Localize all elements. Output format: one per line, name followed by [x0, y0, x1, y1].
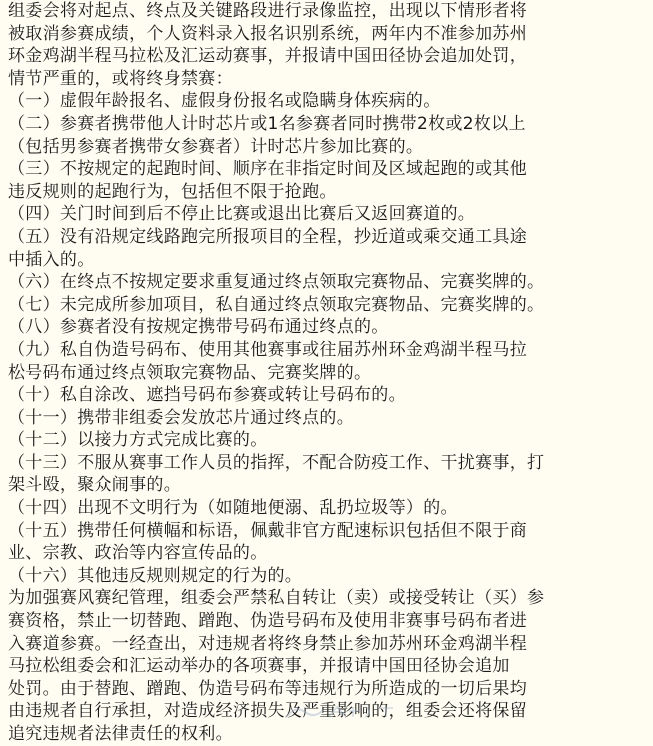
- text-line: 组委会将对起点、终点及关键路段进行录像监控，出现以下情形者将: [8, 1, 527, 21]
- rule-item-13-cont: 架斗殴，聚众闹事的。: [8, 475, 181, 496]
- rule-item-5: （五）没有沿规定线路跑完所报项目的全程，抄近道或乘交通工具途: [8, 226, 527, 247]
- rule-item-7: （七）未完成所参加项目，私自通过终点领取完赛物品、完赛奖牌的。: [8, 294, 545, 315]
- text-line: 处罚。由于替跑、蹭跑、伪造号码布等违规行为所造成的一切后果均: [8, 678, 527, 699]
- rule-item-2: （二）参赛者携带他人计时芯片或1名参赛者同时携带2枚或2枚以上: [8, 113, 526, 134]
- rule-item-15-cont: 业、宗教、政治等内容宣传品的。: [8, 543, 268, 564]
- rule-item-9-cont: 松号码布通过终点领取完赛物品、完赛奖牌的。: [8, 362, 372, 383]
- rule-item-2-cont: （包括男参赛者携带女参赛者）计时芯片参加比赛的。: [8, 136, 424, 157]
- rule-item-6: （六）在终点不按规定要求重复通过终点领取完赛物品、完赛奖牌的。: [8, 272, 545, 293]
- rule-item-1: （一）虚假年龄报名、虚假身份报名或隐瞒身体疾病的。: [8, 91, 441, 112]
- rule-item-12: （十二）以接力方式完成比赛的。: [8, 430, 268, 451]
- text-line: 赛资格，禁止一切替跑、蹭跑、伪造号码布及使用非赛事号码布者进: [8, 611, 527, 632]
- rule-item-3-cont: 违反规则的起跑行为，包括但不限于抢跑。: [8, 181, 337, 202]
- text-line: 为加强赛风赛纪管理，组委会严禁私自转让（卖）或接受转让（买）参: [8, 588, 545, 609]
- rule-item-4: （四）关门时间到后不停止比赛或退出比赛后又返回赛道的。: [8, 204, 476, 225]
- text-line: 情节严重的，或将终身禁赛：: [8, 68, 233, 89]
- rule-item-11: （十一）携带非组委会发放芯片通过终点的。: [8, 407, 354, 428]
- rule-item-9: （九）私自伪造号码布、使用其他赛事或往届苏州环金鸡湖半程马拉: [8, 339, 527, 360]
- text-line: 入赛道参赛。一经查出，对违规者将终身禁止参加苏州环金鸡湖半程: [8, 633, 527, 654]
- rule-item-15: （十五）携带任何横幅和标语，佩戴非官方配速标识包括但不限于商: [8, 520, 527, 541]
- rule-item-16: （十六）其他违反规则规定的行为的。: [8, 565, 303, 586]
- text-line: 由违规者自行承担，对造成经济损失及严重影响的，组委会还将保留: [8, 701, 527, 722]
- text-line: 马拉松组委会和汇运动举办的各项赛事，并报请中国田径协会追加: [8, 656, 510, 677]
- rule-item-8: （八）参赛者没有按规定携带号码布通过终点的。: [8, 317, 389, 338]
- text-line: 被取消参赛成绩，个人资料录入报名识别系统，两年内不准参加苏州: [8, 23, 527, 44]
- rule-item-14: （十四）出现不文明行为（如随地便溺、乱扔垃圾等）的。: [8, 498, 458, 519]
- rule-item-3: （三）不按规定的起跑时间、顺序在非指定时间及区域起跑的或其他: [8, 159, 527, 180]
- rule-item-13: （十三）不服从赛事工作人员的指挥，不配合防疫工作、干扰赛事，打: [8, 452, 545, 473]
- watermark-logo: [283, 702, 403, 722]
- text-line: 环金鸡湖半程马拉松及汇运动赛事，并报请中国田径协会追加处罚，: [8, 46, 527, 67]
- rule-item-5-cont: 中插入的。: [8, 249, 95, 270]
- watermark-icon: [283, 702, 403, 722]
- document-body: [8, 0, 648, 746]
- rule-item-10: （十）私自涂改、遮挡号码布参赛或转让号码布的。: [8, 385, 406, 406]
- text-line: 追究违规者法律责任的权利。: [8, 724, 233, 744]
